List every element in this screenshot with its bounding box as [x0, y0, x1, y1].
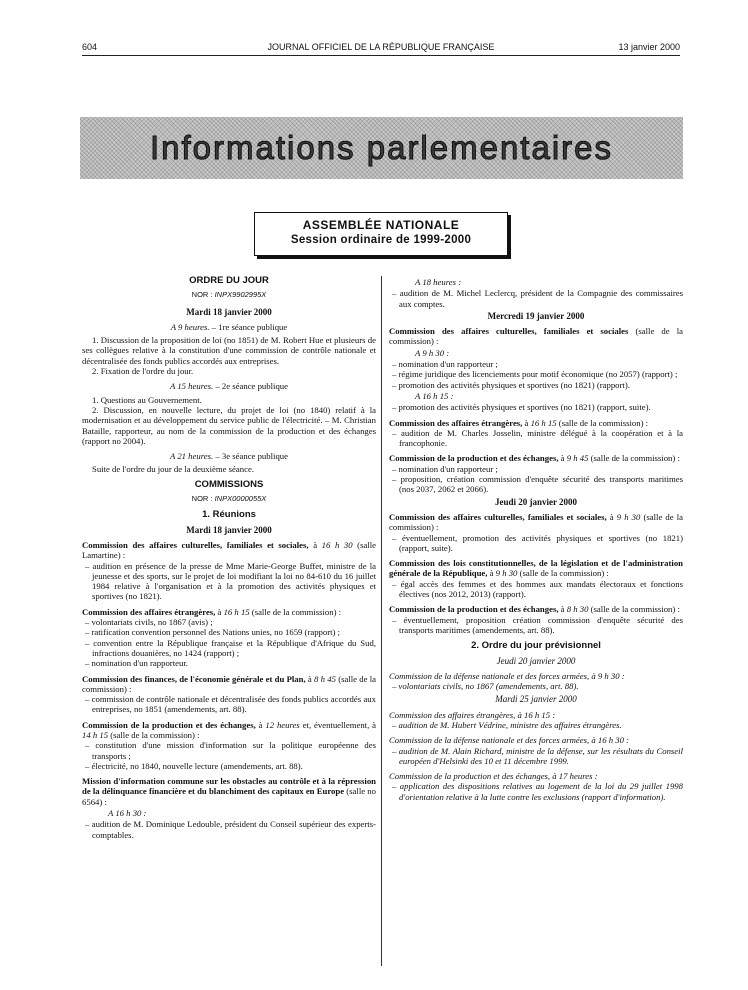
agenda-item: – nomination d'un rapporteur ;: [392, 463, 498, 474]
day-heading: Mercredi 19 janvier 2000: [487, 310, 585, 321]
commission-entry: Commission de la production et des échanges, à 12 heures et, éventuellement, à 14 h 15 (salle de la commission) :: [82, 719, 376, 740]
day-heading: Mardi 18 janvier 2000: [186, 306, 272, 317]
commission-entry: Mission d'information commune sur les obstacles au contrôle et à la répression de la délinquance financière et du blanchiment des capitaux en Europe (salle no 6564) :: [82, 776, 376, 807]
right-column: [389, 276, 683, 802]
agenda-item: – volontariats civils, no 1867 (amendements, art. 88).: [392, 681, 579, 692]
issue-date: 13 janvier 2000: [618, 42, 680, 52]
reunions-title: 1. Réunions: [202, 509, 256, 521]
commission-entry: Commission de la défense nationale et des forces armées, à 16 h 30 :: [389, 735, 629, 746]
agenda-item: – volontariats civils, no 1867 (avis) ;: [85, 617, 213, 628]
agenda-item: – proposition, création commission d'enquête sécurité des transports maritimes (nos 2037, 2062 et 2066).: [392, 474, 683, 495]
agenda-item: – audition de M. Dominique Ledouble, président du Conseil supérieur des experts-comptables.: [85, 819, 376, 840]
agenda-item: – électricité, no 1840, nouvelle lecture (amendements, art. 88).: [85, 760, 303, 771]
commission-entry: Commission de la production et des échanges, à 17 heures :: [389, 771, 598, 782]
agenda-item: – commission de contrôle nationale et décentralisée des fonds publics accordés aux entreprises, no 1851 (amendements, art. 88).: [85, 694, 376, 715]
seance-heading: A 21 heures. – 3e séance publique: [170, 451, 288, 462]
agenda-item: 2. Fixation de l'ordre du jour.: [92, 366, 194, 377]
agenda-item: – constitution d'une mission d'information sur la politique européenne des transports ;: [85, 740, 376, 761]
agenda-item: – audition de M. Hubert Védrine, ministre des affaires étrangères.: [392, 719, 622, 730]
time-label: A 16 h 15 :: [415, 390, 454, 401]
agenda-item: – promotion des activités physiques et sportives (no 1821) (rapport).: [392, 379, 630, 390]
time-label: A 18 heures :: [415, 277, 462, 287]
commission-entry: Commission des affaires étrangères, à 16 h 15 :: [389, 709, 556, 720]
agenda-item: – nomination d'un rapporteur ;: [392, 359, 498, 370]
banner-title: Informations parlementaires: [149, 129, 614, 166]
agenda-item: – audition de M. Michel Leclercq, président de la Compagnie des commissaires aux comptes.: [392, 288, 683, 309]
time-label: A 16 h 30 :: [108, 808, 147, 819]
agenda-item: 2. Discussion, en nouvelle lecture, du projet de loi (no 1840) relatif à la modernisation et au développement du service public de l'électricité. – M. Christian Bataille, rapporteur, au nom de la commission de la production et des échanges (rapport no 2004).: [82, 404, 376, 446]
seance-heading: A 15 heures. – 2e séance publique: [170, 381, 288, 392]
section-banner: [80, 117, 683, 179]
chamber-name: ASSEMBLÉE NATIONALE: [302, 218, 460, 232]
agenda-item: – éventuellement, proposition création commission d'enquête sécurité des transports maritimes (amendements, art. 88).: [392, 614, 683, 635]
commission-entry: Commission des affaires culturelles, familiales et sociales, à 9 h 30 (salle de la commission) :: [389, 511, 683, 533]
nor-reference: NOR : INPX9902995X: [191, 290, 267, 300]
page-number: 604: [82, 42, 98, 52]
previsionnel-title: 2. Ordre du jour prévisionnel: [471, 640, 601, 652]
day-heading: Mardi 25 janvier 2000: [495, 694, 577, 705]
running-header: [82, 42, 680, 56]
session-label: Session ordinaire de 1999-2000: [290, 234, 472, 246]
commission-entry: Commission des affaires étrangères, à 16 h 15 (salle de la commission) :: [389, 417, 649, 428]
nor-reference: NOR : INPX0000055X: [191, 494, 267, 504]
commission-entry: Commission des lois constitutionnelles, de la législation et de l'administration générale de la République, à 9 h 30 (salle de la commission) :: [389, 558, 683, 579]
agenda-item: – éventuellement, promotion des activités physiques et sportives (no 1821) (rapport, suite).: [392, 532, 683, 553]
column-divider: [381, 276, 382, 966]
day-heading: Jeudi 20 janvier 2000: [494, 496, 578, 507]
day-heading: Mardi 18 janvier 2000: [186, 524, 272, 535]
agenda-item: – audition en présence de la presse de Mme Marie-George Buffet, ministre de la jeunesse et des sports, sur le projet de loi modifiant la loi no 84-610 du 16 juillet 1984 relative à l'organisation et à la promotion des activités physiques et sportives (no 1821).: [85, 560, 376, 602]
commission-entry: Commission des finances, de l'économie générale et du Plan, à 8 h 45 (salle de la commission) :: [82, 673, 377, 694]
commission-entry: Commission de la production et des échanges, à 8 h 30 (salle de la commission) :: [389, 604, 680, 615]
commission-entry: Commission des affaires culturelles, familiales et sociales, à 16 h 30 (salle Lamartine) :: [82, 539, 376, 561]
seance-heading: A 9 heures. – 1re séance publique: [170, 321, 288, 332]
agenda-item: – égal accès des femmes et des hommes aux mandats électoraux et fonctions électives (nos 2012, 2013) (rapport).: [392, 578, 683, 600]
commission-entry: Commission de la défense nationale et des forces armées, à 9 h 30 :: [389, 670, 625, 681]
left-column: [82, 276, 376, 840]
commission-entry: Commission des affaires étrangères, à 16 h 15 (salle de la commission) :: [82, 606, 342, 617]
commission-entry: Commission de la production et des échanges, à 9 h 45 (salle de la commission) :: [389, 453, 680, 464]
journal-title: JOURNAL OFFICIEL DE LA RÉPUBLIQUE FRANÇAISE: [267, 42, 495, 52]
agenda-item: Suite de l'ordre du jour de la deuxième séance.: [92, 464, 254, 475]
agenda-item: – ratification convention personnel des Nations unies, no 1659 (rapport) ;: [85, 627, 341, 638]
agenda-item: 1. Discussion de la proposition de loi (no 1851) de M. Robert Hue et plusieurs de ses collègues relative à la constitution d'une commission de contrôle nationale et décentralisée des fonds publics accordés aux entreprises.: [82, 335, 376, 366]
agenda-item: – application des dispositions relatives au logement de la loi du 29 juillet 1998 d'orientation relative à la lutte contre les exclusions (rapport d'information).: [392, 781, 683, 802]
commissions-title: COMMISSIONS: [194, 478, 264, 490]
agenda-item: – promotion des activités physiques et sportives (no 1821) (rapport, suite).: [392, 402, 651, 413]
commission-entry: Commission des affaires culturelles, familiales et sociales (salle de la commission) :: [389, 326, 683, 347]
time-label: A 9 h 30 :: [415, 347, 450, 358]
agenda-item: – régime juridique des licenciements pour motif économique (no 2057) (rapport) ;: [392, 369, 678, 380]
agenda-item: – audition de M. Charles Josselin, ministre délégué à la coopération et à la francophonie.: [392, 427, 683, 449]
chamber-box: [254, 212, 508, 256]
agenda-item: – convention entre la République française et la République d'Afrique du Sud, infractions douanières, no 1424 (rapport) ;: [85, 637, 376, 658]
agenda-item: – audition de M. Alain Richard, ministre de la défense, sur les résultats du Conseil européen d'Helsinki des 10 et 11 décembre 1999.: [392, 745, 683, 766]
agenda-item: 1. Questions au Gouvernement.: [92, 394, 202, 405]
day-heading: Jeudi 20 janvier 2000: [496, 655, 576, 666]
ordre-du-jour-title: ORDRE DU JOUR: [189, 275, 269, 286]
agenda-item: – nomination d'un rapporteur.: [85, 658, 188, 669]
